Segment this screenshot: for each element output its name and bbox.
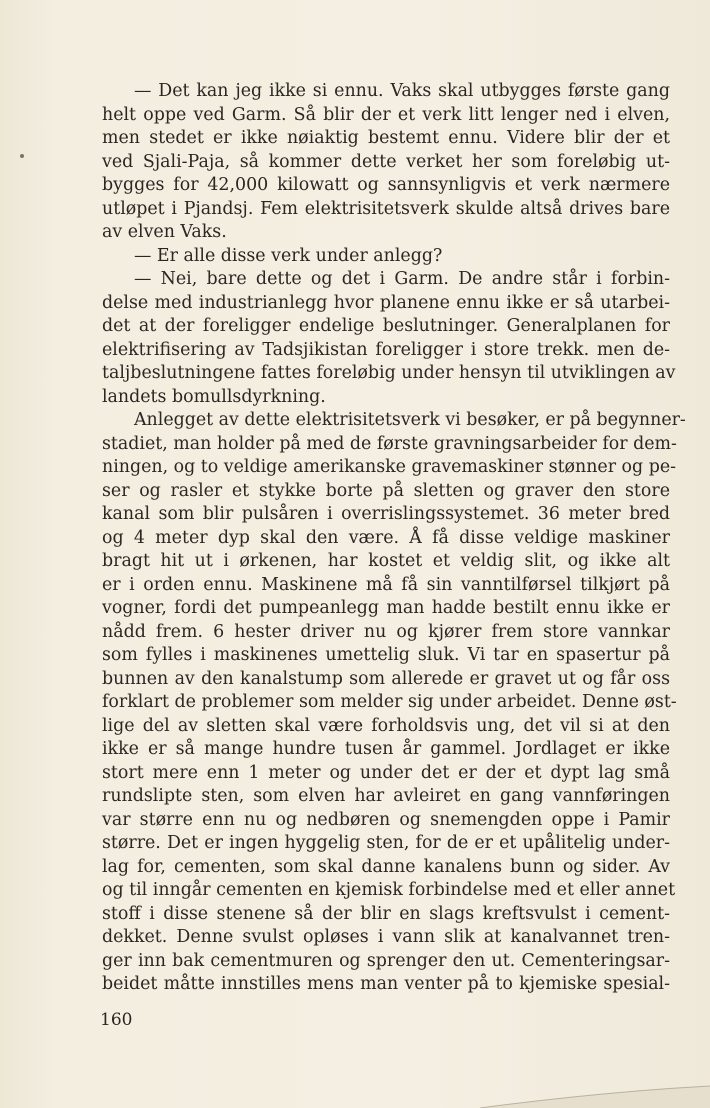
page-corner-curl — [480, 1078, 710, 1108]
text-line: stadiet, man holder på med de første gravningsarbeider for dem- — [102, 433, 677, 454]
text-line: ger inn bak cementmuren og sprenger den ut. Cementeringsar- — [102, 950, 670, 971]
text-line: nådd frem. 6 hester driver nu og kjører frem store vannkar — [102, 621, 670, 642]
text-line: elektrifisering av Tadsjikistan foreligger i store trekk. men de- — [102, 339, 670, 360]
text-line: som fylles i maskinenes umettelig sluk. Vi tar en spasertur på — [102, 645, 670, 665]
margin-speck — [20, 154, 24, 158]
text-line: ikke er så mange hundre tusen år gammel. Jordlaget er ikke — [102, 739, 670, 759]
text-line: Anlegget av dette elektrisitetsverk vi besøker, er på begynner- — [134, 410, 686, 430]
text-line: og 4 meter dyp skal den være. Å få disse veldige maskiner — [102, 527, 670, 548]
text-line: beidet måtte innstilles mens man venter på to kjemiske spesial- — [102, 974, 670, 994]
text-line: vogner, fordi det pumpeanlegg man hadde bestilt ennu ikke er — [102, 598, 670, 618]
page-number: 160 — [100, 1010, 133, 1030]
text-line: lige del av sletten skal være forholdsvis ung, det vil si at den — [102, 715, 670, 736]
text-line: forklart de problemer som melder sig under arbeidet. Denne øst- — [102, 692, 677, 712]
text-line: var større enn nu og nedbøren og snemengden oppe i Pamir — [102, 809, 670, 830]
text-line: ser og rasler et stykke borte på sletten og graver den store — [102, 480, 670, 501]
text-line: — Nei, bare dette og det i Garm. De andre står i forbin- — [134, 269, 670, 289]
text-line: rundslipte sten, som elven har avleiret en gang vannføringen — [102, 786, 670, 806]
text-line: stort mere enn 1 meter og under det er der et dypt lag små — [102, 762, 670, 783]
text-line: — Det kan jeg ikke si ennu. Vaks skal utbygges første gang — [134, 81, 670, 101]
text-line: bragt hit ut i ørkenen, har kostet et veldig slit, og ikke alt — [102, 551, 670, 571]
text-line: stoff i disse stenene så der blir en slags kreftsvulst i cement- — [102, 903, 670, 924]
text-line: dekket. Denne svulst opløses i vann slik at kanalvannet tren- — [102, 927, 670, 947]
text-line: utløpet i Pjandsj. Fem elektrisitetsverk skulde altså drives bare — [102, 198, 670, 219]
text-line: og til inngår cementen en kjemisk forbindelse med et eller annet — [102, 880, 676, 900]
text-line: ved Sjali-Paja, så kommer dette verket her som foreløbig ut- — [102, 151, 670, 172]
text-line: det at der foreligger endelige beslutninger. Generalplanen for — [102, 316, 670, 336]
text-line: bygges for 42,000 kilowatt og sannsynligvis et verk nærmere — [102, 175, 670, 195]
text-line: bunnen av den kanalstump som allerede er gravet ut og får oss — [102, 668, 670, 689]
text-line: er i orden ennu. Maskinene må få sin vanntilførsel tilkjørt på — [102, 574, 670, 595]
text-line: ningen, og to veldige amerikanske gravemaskiner stønner og pe- — [102, 457, 676, 477]
text-line: kanal som blir pulsåren i overrislingssystemet. 36 meter bred — [102, 504, 670, 524]
text-line: men stedet er ikke nøiaktig bestemt ennu. Videre blir der et — [102, 128, 670, 148]
text-line: delse med industrianlegg hvor planene ennu ikke er så utarbei- — [102, 292, 670, 313]
text-line: større. Det er ingen hyggelig sten, for de er et upålitelig under- — [102, 833, 670, 853]
text-line: helt oppe ved Garm. Så blir der et verk litt lenger ned i elven, — [102, 104, 670, 125]
text-line: landets bomullsdyrkning. — [102, 386, 326, 407]
text-line: taljbeslutningene fattes foreløbig under hensyn til utviklingen av — [102, 363, 676, 383]
text-line: lag for, cementen, som skal danne kanalens bunn og sider. Av — [102, 856, 670, 877]
text-line: — Er alle disse verk under anlegg? — [134, 245, 443, 266]
text-line: av elven Vaks. — [102, 222, 227, 242]
